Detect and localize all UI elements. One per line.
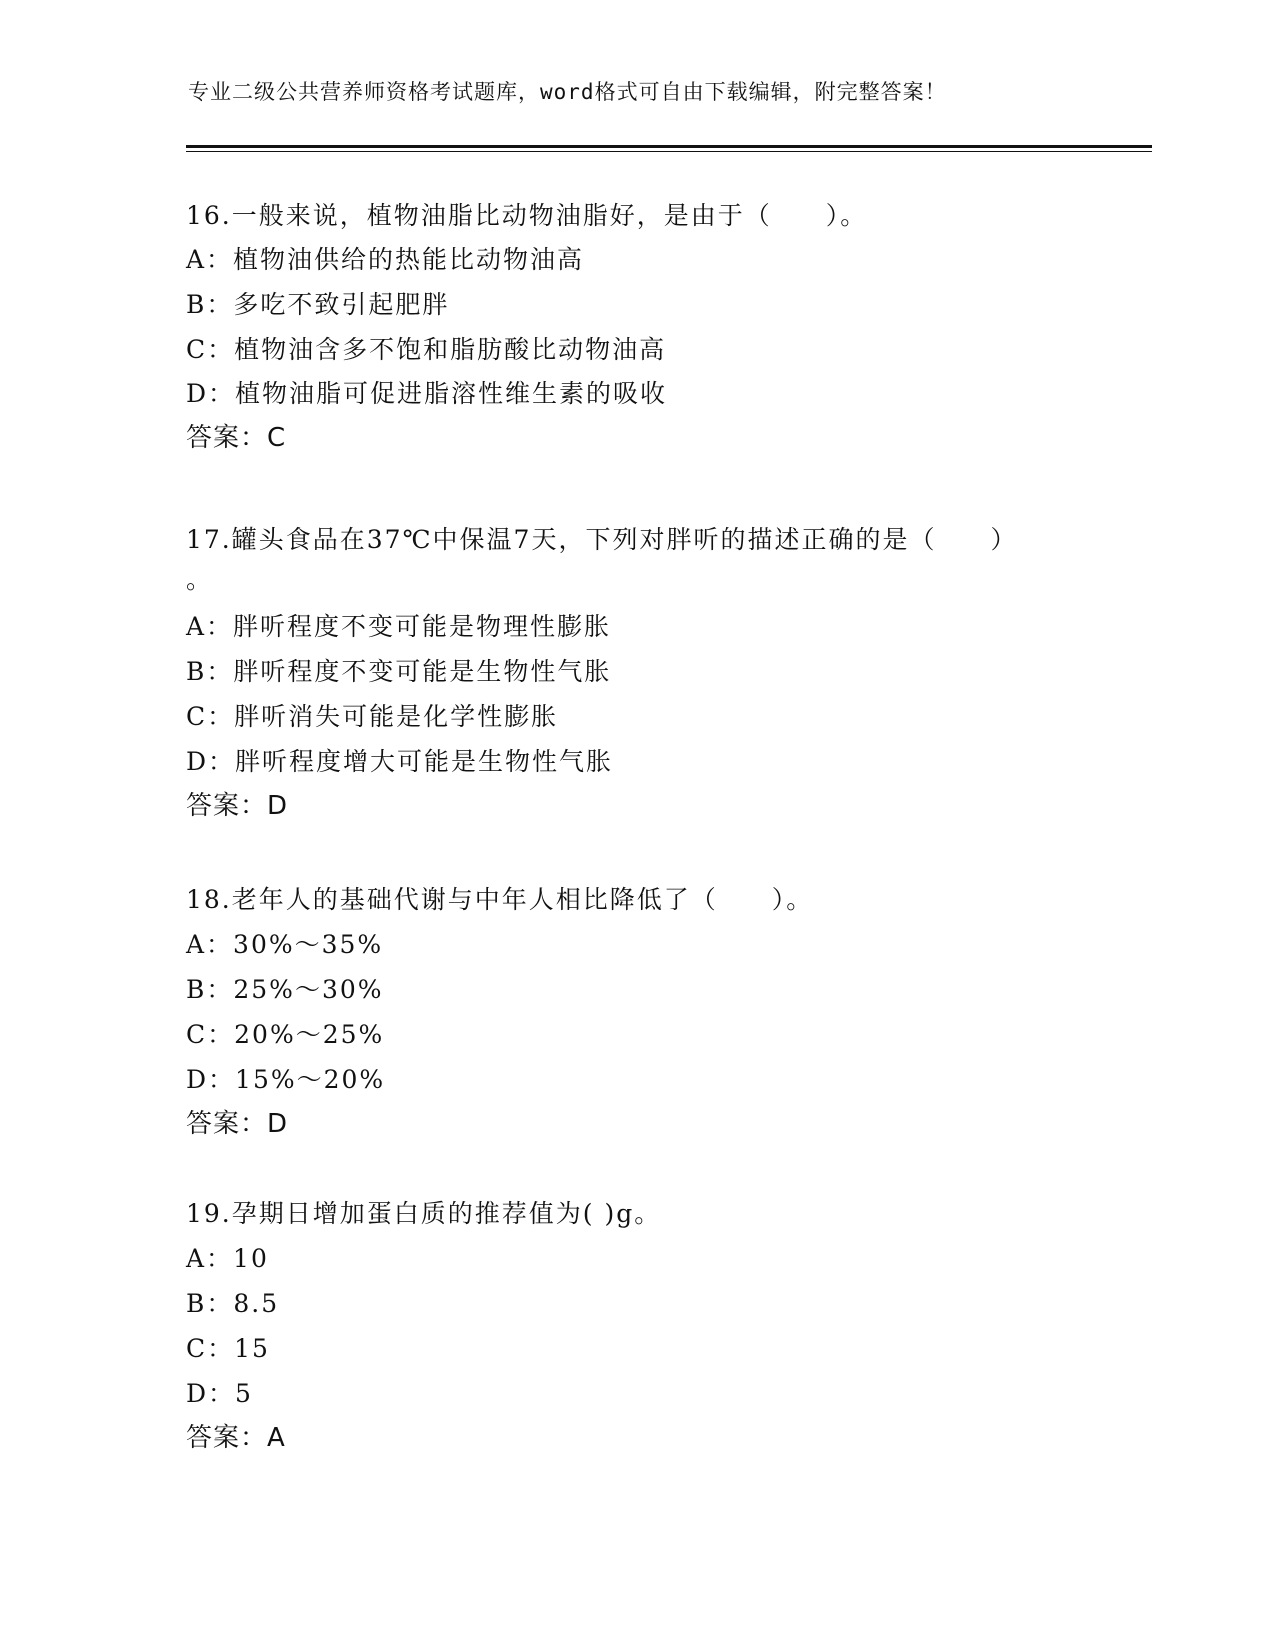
answer: 答案：C <box>186 423 287 453</box>
header-rule-thick <box>186 145 1152 148</box>
option-c: C：植物油含多不饱和脂肪酸比动物油高 <box>186 335 667 364</box>
option-a: A：30%～35% <box>186 930 384 959</box>
question-stem: 16.一般来说，植物油脂比动物油脂好，是由于（ ）。 <box>186 201 868 230</box>
option-b: B：8.5 <box>186 1289 280 1318</box>
option-c: C：20%～25% <box>186 1020 385 1049</box>
question-stem: 17.罐头食品在37℃中保温7天，下列对胖听的描述正确的是（ ） <box>186 525 1018 554</box>
option-a: A：胖听程度不变可能是物理性膨胀 <box>186 612 612 641</box>
question-stem-continuation: 。 <box>186 565 214 594</box>
option-c: C：胖听消失可能是化学性膨胀 <box>186 702 559 731</box>
option-b: B：胖听程度不变可能是生物性气胀 <box>186 657 612 686</box>
option-d: D：5 <box>186 1379 253 1408</box>
option-c: C：15 <box>186 1334 270 1363</box>
option-d: D：15%～20% <box>186 1065 386 1094</box>
question-stem: 18.老年人的基础代谢与中年人相比降低了（ ）。 <box>186 885 814 914</box>
option-d: D：植物油脂可促进脂溶性维生素的吸收 <box>186 379 668 408</box>
option-b: B：多吃不致引起肥胖 <box>186 290 450 319</box>
page-header: 专业二级公共营养师资格考试题库，word格式可自由下载编辑，附完整答案！ <box>188 80 947 104</box>
question-stem: 19.孕期日增加蛋白质的推荐值为( )g。 <box>186 1199 662 1228</box>
answer: 答案：D <box>186 791 289 821</box>
option-b: B：25%～30% <box>186 975 384 1004</box>
header-rule-thin <box>186 151 1152 152</box>
answer: 答案：A <box>186 1423 286 1453</box>
answer: 答案：D <box>186 1109 289 1139</box>
option-d: D：胖听程度增大可能是生物性气胀 <box>186 747 614 776</box>
option-a: A：植物油供给的热能比动物油高 <box>186 245 585 274</box>
option-a: A：10 <box>186 1244 269 1273</box>
